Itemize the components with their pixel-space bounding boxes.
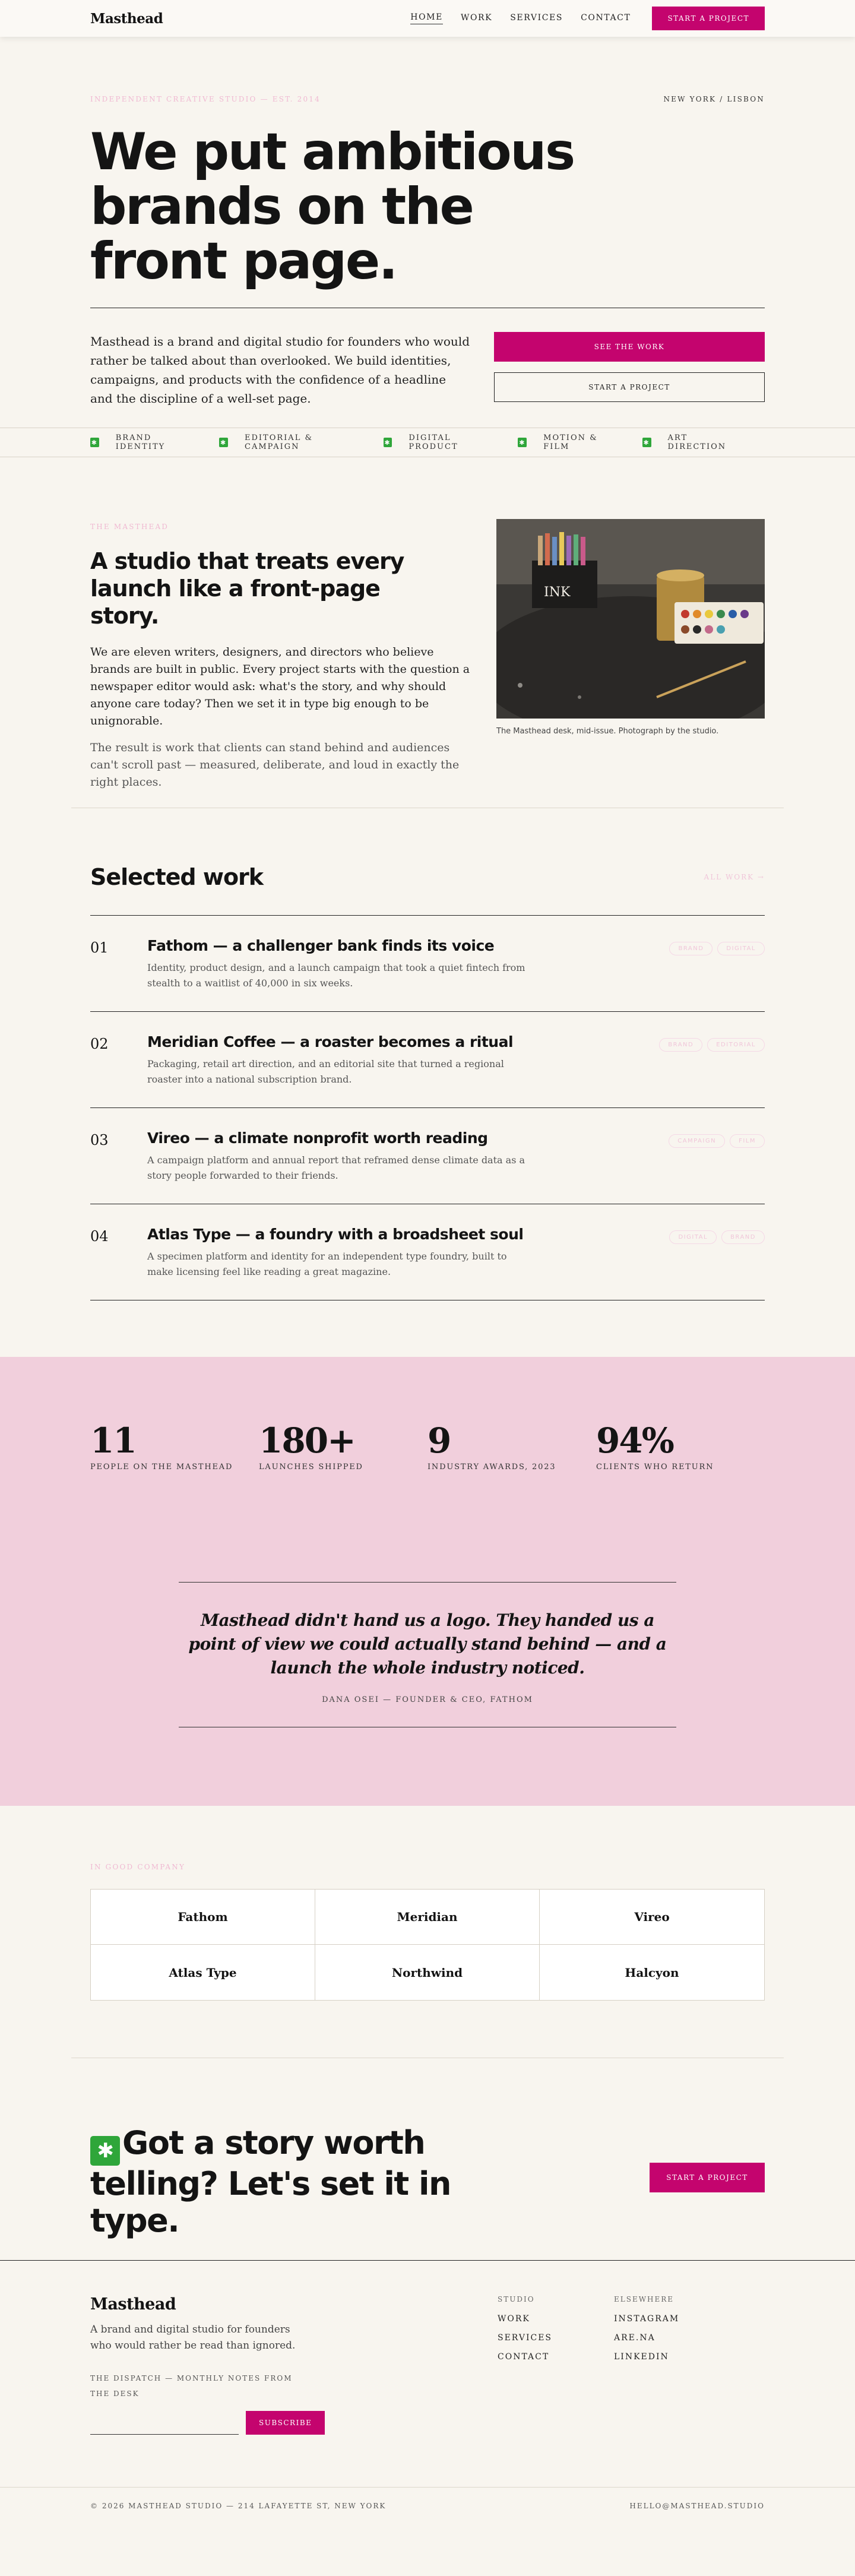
work-body <box>147 1129 533 1204</box>
nav-link-work[interactable]: WORK <box>460 12 493 23</box>
photo-caption: The Masthead desk, mid-issue. Photograph by the studio. <box>496 727 719 736</box>
client-logo: Northwind <box>315 1945 540 2000</box>
work-item[interactable] <box>90 1012 765 1108</box>
stat <box>259 1421 428 1471</box>
stat-number: 9 <box>428 1420 451 1461</box>
work-tags <box>659 1038 765 1052</box>
nav-link-home[interactable]: HOME <box>410 12 443 24</box>
work-item-title: Vireo — a climate nonprofit worth reading <box>147 1129 488 1147</box>
footer-tagline: A brand and digital studio for founders who would rather be read than ignored. <box>90 2324 296 2352</box>
footer-brand <box>90 2295 498 2488</box>
tag: BRAND <box>659 1038 702 1052</box>
footer-link-contact[interactable]: CONTACT <box>498 2352 550 2362</box>
work-body <box>147 1033 533 1107</box>
site-logo[interactable]: Masthead <box>90 10 163 27</box>
stat-label: PEOPLE ON THE MASTHEAD <box>90 1463 233 1471</box>
tag: FILM <box>730 1134 765 1148</box>
footer-link-arena[interactable]: ARE.NA <box>614 2333 656 2343</box>
star-icon: ✱ <box>384 438 391 447</box>
ticker-item <box>90 433 198 451</box>
work-tags <box>669 1134 765 1148</box>
footer-email-link[interactable]: HELLO@MASTHEAD.STUDIO <box>629 2502 765 2510</box>
stat <box>596 1421 765 1471</box>
about-text <box>90 523 470 791</box>
footer-elsewhere-column <box>614 2295 730 2488</box>
copyright: © 2026 MASTHEAD STUDIO — 214 LAFAYETTE ST, NEW YORK <box>90 2502 387 2510</box>
cta-title: Got a story worth telling? Let's set it in type. <box>90 2124 451 2239</box>
cta-section <box>0 2058 855 2260</box>
all-work-link[interactable]: ALL WORK → <box>704 873 765 881</box>
work-title: Selected work <box>90 864 264 890</box>
clients-grid <box>90 1889 765 2001</box>
testimonial-byline: DANA OSEI — FOUNDER & CEO, FATHOM <box>322 1695 533 1704</box>
work-item-desc: Packaging, retail art direction, and an editorial site that turned a regional roaster into a national subscription brand. <box>147 1058 504 1085</box>
client-logo: Meridian <box>315 1890 540 1945</box>
ticker-item <box>384 433 497 451</box>
ticker-item <box>219 433 362 451</box>
star-icon: ✱ <box>519 438 526 447</box>
newsletter-form <box>90 2411 498 2435</box>
stat-number: 180+ <box>259 1420 355 1461</box>
stats-testimonial-band <box>0 1357 855 1806</box>
work-item-title: Fathom — a challenger bank finds its voice <box>147 937 495 954</box>
tag: CAMPAIGN <box>669 1134 725 1148</box>
work-item-desc: A campaign platform and annual report that reframed dense climate data as a story people forwarded to their friends. <box>147 1154 525 1181</box>
footer-column-heading: ELSEWHERE <box>614 2295 674 2303</box>
ink-label: INK <box>544 585 571 600</box>
work-number: 01 <box>90 939 109 956</box>
hero-eyebrow: INDEPENDENT CREATIVE STUDIO — EST. 2014 <box>90 95 321 103</box>
about-label: THE MASTHEAD <box>90 523 169 531</box>
footer-studio-column <box>498 2295 614 2488</box>
tag: DIGITAL <box>717 942 765 955</box>
footer-link-work[interactable]: WORK <box>498 2314 530 2324</box>
stats-row <box>90 1421 765 1471</box>
star-icon: ✱ <box>90 2136 120 2166</box>
hero-location: NEW YORK / LISBON <box>663 95 765 103</box>
tag: BRAND <box>669 942 712 955</box>
newsletter-email-input[interactable] <box>90 2413 239 2435</box>
footer <box>0 2260 855 2487</box>
stat <box>90 1421 259 1471</box>
footer-link-services[interactable]: SERVICES <box>498 2333 553 2343</box>
nav-start-project-button[interactable]: START A PROJECT <box>652 7 765 30</box>
nav-link-services[interactable]: SERVICES <box>510 12 563 23</box>
footer-logo[interactable]: Masthead <box>90 2295 176 2314</box>
cta-start-project-button[interactable]: START A PROJECT <box>650 2163 765 2192</box>
hero-lede: Masthead is a brand and digital studio for founders who would rather be talked about than overlooked. We build identities, campaigns, and products with the confidence of a headline and the discipline of a well-set page. <box>90 334 470 406</box>
client-logo: Atlas Type <box>91 1945 315 2000</box>
about-title: A studio that treats every launch like a front-page story. <box>90 548 404 629</box>
work-item-title: Atlas Type — a foundry with a broadsheet soul <box>147 1226 524 1243</box>
stat-number: 94% <box>596 1420 673 1461</box>
work-number: 04 <box>90 1228 109 1245</box>
top-nav <box>0 0 855 37</box>
stat-number: 11 <box>90 1420 136 1461</box>
footer-link-instagram[interactable]: INSTAGRAM <box>614 2314 680 2324</box>
footer-link-linkedin[interactable]: LINKEDIN <box>614 2352 669 2362</box>
ticker-label: ART DIRECTION <box>667 433 727 451</box>
ticker-label: DIGITAL PRODUCT <box>408 433 458 451</box>
testimonial-quote: Masthead didn't hand us a logo. They handed us a point of view we could actually stand behind — and a launch the whole industry noticed. <box>188 1610 667 1678</box>
desk-illustration <box>496 519 765 719</box>
about-paragraph-2: The result is work that clients can stand behind and audiences can't scroll past — measured, deliberate, and loud in exactly the right places. <box>90 741 460 789</box>
hero-start-project-button[interactable]: START A PROJECT <box>494 372 765 402</box>
ticker-label: MOTION & FILM <box>543 433 598 451</box>
work-body <box>147 937 533 1011</box>
work-item[interactable] <box>90 916 765 1012</box>
about-paragraph-1: We are eleven writers, designers, and directors who believe brands are built in public. Every project starts with the question a newspaper editor would ask: what's the story, and why should anyone care today? Then we set it in type big enough to be unignorable. <box>90 645 470 727</box>
legal-bar <box>0 2487 855 2572</box>
hero-title: We put ambitious brands on the front page. <box>90 122 574 291</box>
newsletter-label: THE DISPATCH — MONTHLY NOTES FROM THE DESK <box>90 2374 293 2398</box>
ticker-item <box>642 433 743 451</box>
testimonial <box>179 1582 676 1727</box>
star-icon: ✱ <box>220 438 227 447</box>
client-logo: Fathom <box>91 1890 315 1945</box>
tag: DIGITAL <box>669 1230 717 1244</box>
hero-section <box>0 37 855 428</box>
services-ticker <box>0 428 855 457</box>
see-work-button[interactable]: SEE THE WORK <box>494 332 765 362</box>
work-list <box>90 915 765 1300</box>
work-section <box>0 808 855 1357</box>
star-icon: ✱ <box>91 438 98 447</box>
work-number: 02 <box>90 1036 109 1052</box>
clients-section <box>0 1806 855 2058</box>
star-icon: ✱ <box>643 438 650 447</box>
tag: EDITORIAL <box>707 1038 765 1052</box>
work-header <box>90 864 765 890</box>
clients-label: IN GOOD COMPANY <box>90 1863 186 1871</box>
client-logo: Halcyon <box>540 1945 764 2000</box>
work-item-desc: A specimen platform and identity for an independent type foundry, built to make licensing feel like reading a great magazine. <box>147 1251 507 1277</box>
work-item-desc: Identity, product design, and a launch campaign that took a quiet fintech from stealth to a waitlist of 40,000 in six weeks. <box>147 962 525 989</box>
work-body <box>147 1226 533 1300</box>
work-tags <box>669 942 765 955</box>
work-item[interactable] <box>90 1204 765 1300</box>
cta-heading <box>90 2125 542 2239</box>
work-item-title: Meridian Coffee — a roaster becomes a ritual <box>147 1033 514 1050</box>
tag: BRAND <box>721 1230 765 1244</box>
stat-label: INDUSTRY AWARDS, 2023 <box>428 1463 556 1471</box>
subscribe-button[interactable]: SUBSCRIBE <box>246 2411 325 2435</box>
about-section <box>0 457 855 808</box>
stat <box>428 1421 596 1471</box>
about-figure <box>496 519 765 791</box>
hero-bottom <box>90 332 765 408</box>
client-logo: Vireo <box>540 1890 764 1945</box>
stat-label: LAUNCHES SHIPPED <box>259 1463 363 1471</box>
work-number: 03 <box>90 1132 109 1148</box>
nav-links <box>410 7 765 30</box>
work-tags <box>669 1230 765 1244</box>
hero-buttons <box>494 332 765 408</box>
work-item[interactable] <box>90 1108 765 1204</box>
ticker-label: BRAND IDENTITY <box>115 433 166 451</box>
footer-column-heading: STUDIO <box>498 2295 535 2303</box>
studio-desk-photo <box>496 519 765 719</box>
stat-label: CLIENTS WHO RETURN <box>596 1463 714 1471</box>
nav-link-contact[interactable]: CONTACT <box>581 12 631 23</box>
ticker-item <box>518 433 620 451</box>
hero-meta <box>90 95 765 103</box>
ticker-label: EDITORIAL & CAMPAIGN <box>245 433 314 451</box>
